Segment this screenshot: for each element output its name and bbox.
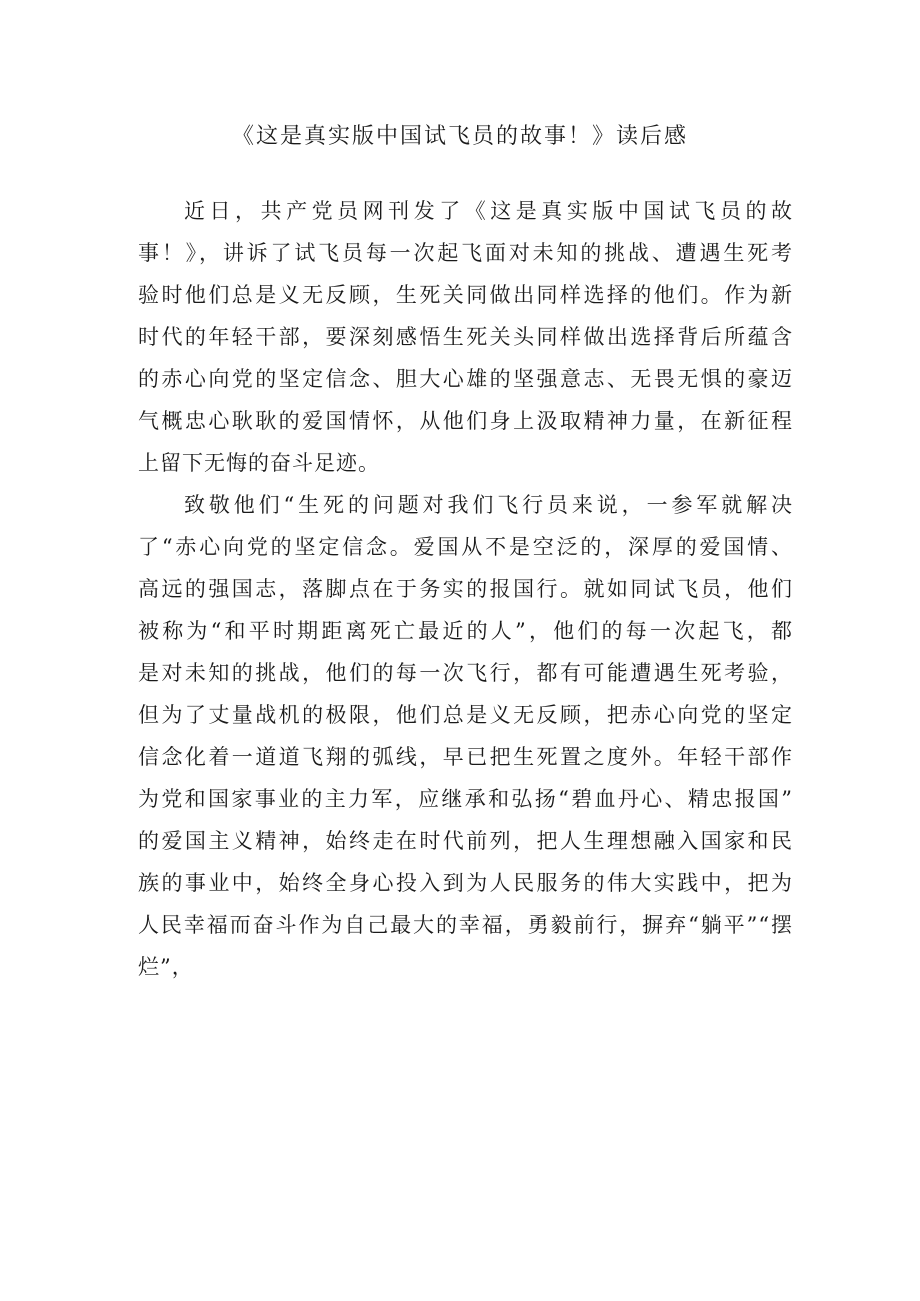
paragraph-line: 族的事业中，始终全身心投入到为人民服务的伟大实践中，把为 [138,871,793,895]
paragraph-line: 上留下无悔的奋斗足迹。 [138,451,380,475]
paragraph-line: 被称为“和平时期距离死亡最近的人”，他们的每一次起飞，都 [138,619,793,643]
document-title: 《这是真实版中国试飞员的故事！》读后感 [231,124,688,149]
paragraph-1 [138,190,793,484]
paragraph-line: 的赤心向党的坚定信念、胆大心雄的坚强意志、无畏无惧的豪迈 [138,367,793,391]
paragraph-line: 时代的年轻干部，要深刻感悟生死关头同样做出选择背后所蕴含 [138,325,793,349]
paragraph-line: 验时他们总是义无反顾，生死关同做出同样选择的他们。作为新 [138,283,793,307]
document-body [138,190,793,988]
paragraph-line: 的爱国主义精神，始终走在时代前列，把人生理想融入国家和民 [138,829,793,853]
paragraph-line: 但为了丈量战机的极限，他们总是义无反顾，把赤心向党的坚定 [138,703,793,727]
paragraph-line: 信念化着一道道飞翔的弧线，早已把生死置之度外。年轻干部作 [138,745,793,769]
paragraph-2 [138,484,793,988]
paragraph-line: 致敬他们“生死的问题对我们飞行员来说，一参军就解决 [184,493,793,517]
paragraph-line: 近日，共产党员网刊发了《这是真实版中国试飞员的故 [184,199,793,223]
paragraph-line: 是对未知的挑战，他们的每一次飞行，都有可能遭遇生死考验， [138,661,793,685]
paragraph-line: 为党和国家事业的主力军，应继承和弘扬“碧血丹心、精忠报国” [138,787,793,811]
paragraph-line: 气概忠心耿耿的爱国情怀，从他们身上汲取精神力量，在新征程 [138,409,793,433]
paragraph-line: 人民幸福而奋斗作为自己最大的幸福，勇毅前行，摒弃“躺平”“摆 [138,913,793,937]
paragraph-line: 烂”， [138,955,194,979]
paragraph-line: 了“赤心向党的坚定信念。爱国从不是空泛的，深厚的爱国情、 [138,535,793,559]
paragraph-line: 事！》，讲诉了试飞员每一次起飞面对未知的挑战、遭遇生死考 [138,241,793,265]
paragraph-line: 高远的强国志，落脚点在于务实的报国行。就如同试飞员，他们 [138,577,793,601]
